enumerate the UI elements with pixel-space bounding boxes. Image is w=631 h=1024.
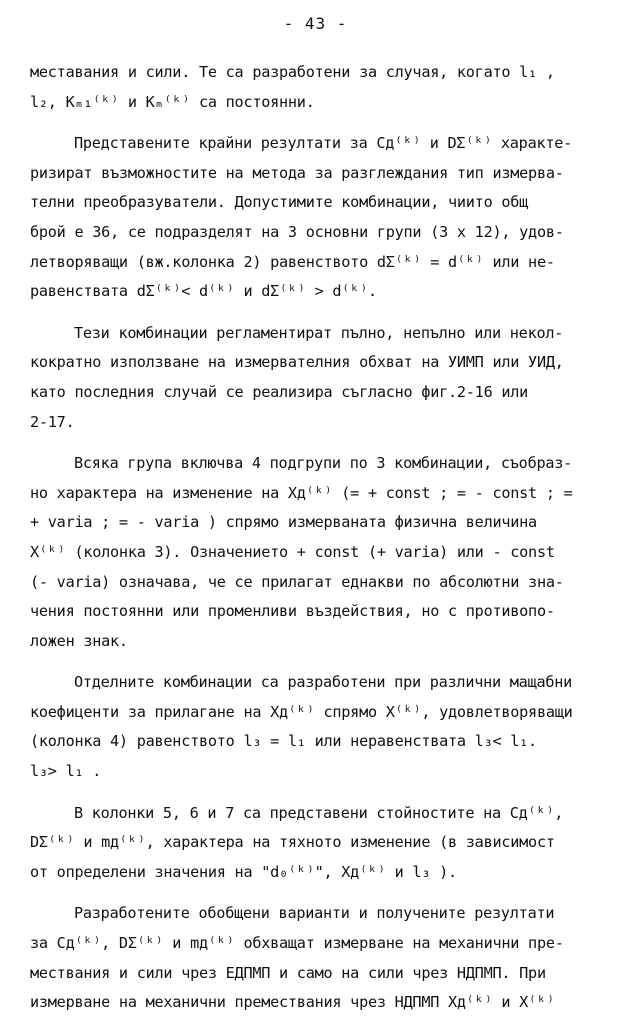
text-line: равенствата dΣ⁽ᵏ⁾< d⁽ᵏ⁾ и dΣ⁽ᵏ⁾ > d⁽ᵏ⁾.	[30, 282, 377, 301]
text-line: кократно използване на измервателния обхват на УИМП или УИД,	[30, 353, 564, 372]
text-line: (- varia) означава, че се прилагат еднакви по абсолютни зна-	[30, 572, 564, 591]
page-body	[30, 58, 615, 1018]
text-line: В колонки 5, 6 и 7 са представени стойностите на Сд⁽ᵏ⁾,	[74, 803, 564, 822]
paragraph-7	[30, 899, 615, 1017]
paragraph-5	[30, 668, 615, 786]
paragraph-4	[30, 449, 615, 656]
text-line: меставания и сили. Те са разработени за случая, когато l₁ ,	[30, 63, 555, 81]
text-line: Представените крайни резултати за Сд⁽ᵏ⁾ и DΣ⁽ᵏ⁾ характе-	[74, 134, 573, 153]
text-line: мествания и сили чрез ЕДПМП и само на сили чрез НДПМП. При	[30, 963, 546, 982]
text-line: брой е 36, се подразделят на 3 основни групи (3 х 12), удов-	[30, 222, 564, 241]
paragraph-6	[30, 799, 615, 888]
paragraph-1	[30, 58, 615, 117]
text-line: 2-17.	[30, 412, 75, 431]
text-line: ризират възможностите на метода за разглеждания тип измерва-	[30, 163, 564, 182]
text-line: Отделните комбинации са разработени при различни мащабни	[74, 673, 573, 692]
paragraph-3	[30, 319, 615, 437]
text-line: като последния случай се реализира съгласно фиг.2-16 или	[30, 382, 529, 401]
text-line: l₂, Кₘ₁⁽ᵏ⁾ и Кₘ⁽ᵏ⁾ са постоянни.	[30, 92, 315, 111]
text-line: телни преобразуватели. Допустимите комбинации, чиито общ	[30, 193, 529, 212]
text-line: Тези комбинации регламентират пълно, непълно или некол-	[74, 323, 564, 342]
text-line: Разработените обобщени варианти и получените резултати	[74, 904, 555, 923]
page-number: - 43 -	[283, 14, 348, 33]
text-line: l₃> l₁ .	[30, 762, 102, 781]
text-line: Всяка група включва 4 подгрупи по 3 комбинации, съобраз-	[74, 454, 573, 473]
text-line: летворяващи (вж.колонка 2) равенството dΣ⁽ᵏ⁾ = d⁽ᵏ⁾ или не-	[30, 252, 555, 271]
text-line: ложен знак.	[30, 631, 128, 650]
text-line: коефиценти за прилагане на Xд⁽ᵏ⁾ спрямо X⁽ᵏ⁾, удовлетворяващи	[30, 702, 573, 721]
text-line: за Сд⁽ᵏ⁾, DΣ⁽ᵏ⁾ и mд⁽ᵏ⁾ обхващат измерване на механични пре-	[30, 934, 564, 953]
text-line: (колонка 4) равенството l₃ = l₁ или неравенствата l₃< l₁.	[30, 732, 537, 751]
text-line: чения постоянни или променливи въздействия, но с противопо-	[30, 602, 555, 621]
paragraph-2	[30, 129, 615, 307]
text-line: X⁽ᵏ⁾ (колонка 3). Означението + const (+ varia) или - const	[30, 542, 555, 561]
text-line: но характера на изменение на Xд⁽ᵏ⁾ (= + const ; = - const ; =	[30, 483, 573, 502]
text-line: измерване на механични премествания чрез НДПМП Xд⁽ᵏ⁾ и X⁽ᵏ⁾	[30, 993, 555, 1012]
text-line: + varia ; = - varia ) спрямо измерваната физична величина	[30, 513, 537, 532]
text-line: DΣ⁽ᵏ⁾ и mд⁽ᵏ⁾, характера на тяхното изменение (в зависимост	[30, 833, 555, 852]
text-line: от определени значения на "d₀⁽ᵏ⁾", Xд⁽ᵏ⁾ и l₃ ).	[30, 862, 457, 881]
